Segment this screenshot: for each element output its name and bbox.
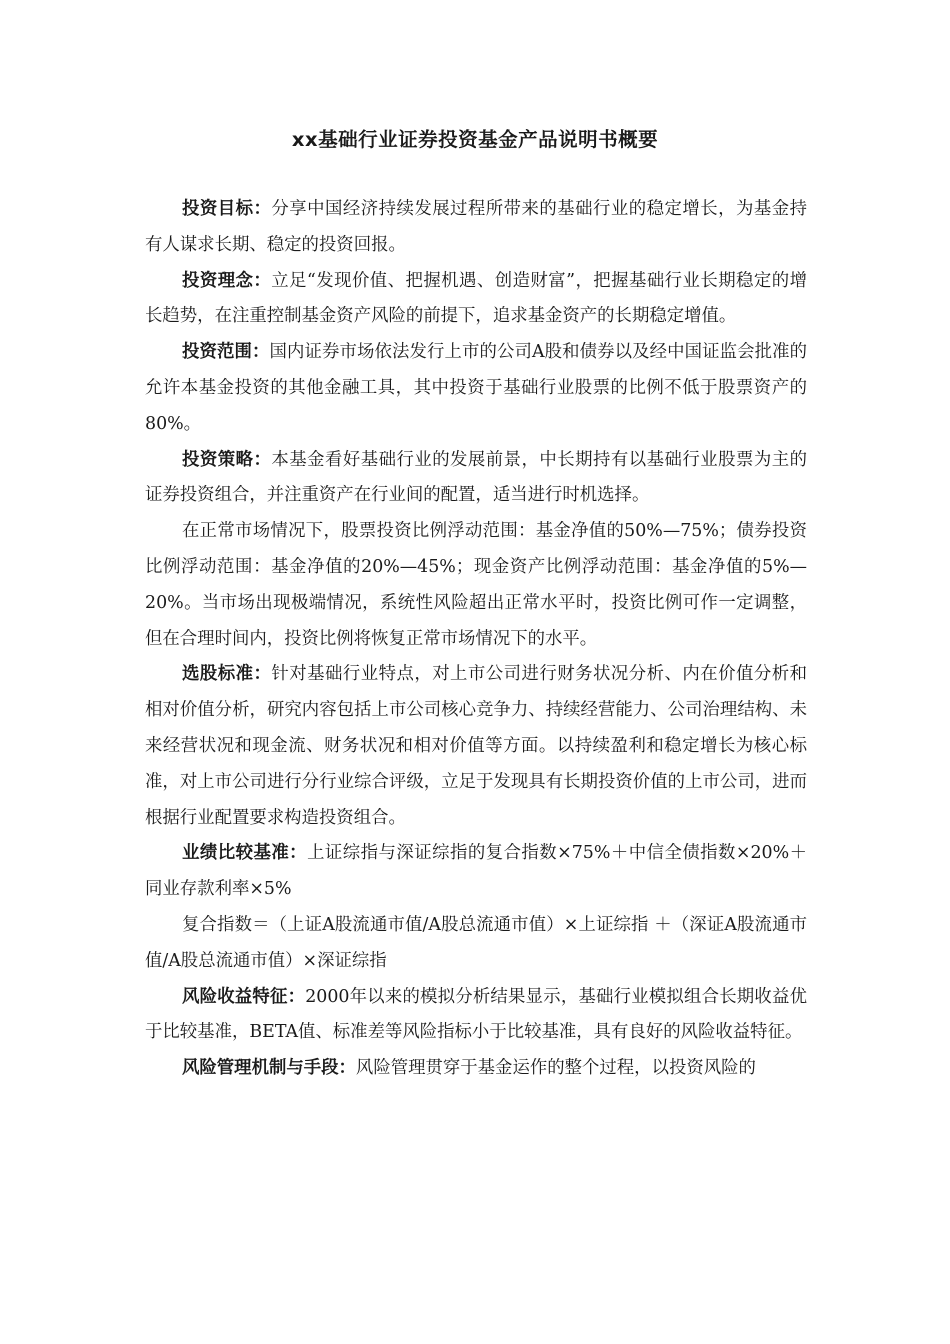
paragraph-label: 选股标准： (182, 664, 272, 685)
paragraph-text: 复合指数＝（上证A股流通市值/A股总流通市值）×上证综指 ＋（深证A股流通市值/A股总流通市值）×深证综指 (145, 914, 807, 971)
paragraph-text: 2000年以来的模拟分析结果显示，基础行业模拟组合长期收益优于比较基准，BETA值、标准差等风险指标小于比较基准，具有良好的风险收益特征。 (145, 986, 807, 1043)
paragraph-investment-scope (145, 335, 807, 442)
paragraph-label: 投资策略： (182, 449, 272, 470)
paragraph-investment-objective (145, 192, 807, 264)
paragraph-risk-management (145, 1051, 807, 1087)
paragraph-text: 立足“发现价值、把握机遇、创造财富”，把握基础行业长期稳定的增长趋势，在注重控制基金资产风险的前提下，追求基金资产的长期稳定增值。 (145, 270, 807, 327)
paragraph-label: 投资范围： (182, 342, 270, 363)
paragraph-label: 风险收益特征： (182, 986, 306, 1007)
paragraph-investment-strategy (145, 443, 807, 515)
paragraph-benchmark (145, 836, 807, 908)
paragraph-text: 分享中国经济持续发展过程所带来的基础行业的稳定增长，为基金持有人谋求长期、稳定的投资回报。 (145, 199, 807, 255)
paragraph-label: 投资理念： (182, 270, 272, 291)
paragraph-stock-selection (145, 657, 807, 836)
paragraph-text: 上证综指与深证综指的复合指数×75%＋中信全债指数×20%＋同业存款利率×5% (145, 843, 807, 900)
document-title: xx基础行业证券投资基金产品说明书概要 (291, 128, 659, 151)
paragraph-text: 在正常市场情况下，股票投资比例浮动范围：基金净值的50%—75%；债券投资比例浮动范围：基金净值的20%—45%；现金资产比例浮动范围：基金净值的5%—20%。当市场出现极端情况，系统性风险超出正常水平时，投资比例可作一定调整，但在合理时间内，投资比例将恢复正常市场情况下的水平。 (145, 521, 807, 649)
paragraph-text: 风险管理贯穿于基金运作的整个过程，以投资风险的 (355, 1058, 756, 1079)
paragraph-label: 业绩比较基准： (182, 843, 308, 864)
paragraph-risk-return (145, 980, 807, 1052)
paragraph-text: 本基金看好基础行业的发展前景，中长期持有以基础行业股票为主的证券投资组合，并注重资产在行业间的配置，适当进行时机选择。 (145, 449, 807, 506)
paragraph-investment-philosophy (145, 264, 807, 336)
paragraph-label: 投资目标： (182, 199, 272, 219)
paragraph-text: 针对基础行业特点，对上市公司进行财务状况分析、内在价值分析和相对价值分析，研究内容包括上市公司核心竞争力、持续经营能力、公司治理结构、未来经营状况和现金流、财务状况和相对价值等方面。以持续盈利和稳定增长为核心标准，对上市公司进行分行业综合评级，立足于发现具有长期投资价值的上市公司，进而根据行业配置要求构造投资组合。 (145, 664, 807, 828)
paragraph-label: 风险管理机制与手段： (182, 1058, 356, 1079)
document-body (145, 192, 807, 1087)
paragraph-allocation-ranges (145, 514, 807, 657)
paragraph-text: 国内证券市场依法发行上市的公司A股和债券以及经中国证监会批准的允许本基金投资的其他金融工具，其中投资于基础行业股票的比例不低于股票资产的80%。 (145, 342, 807, 434)
paragraph-composite-index (145, 908, 807, 980)
